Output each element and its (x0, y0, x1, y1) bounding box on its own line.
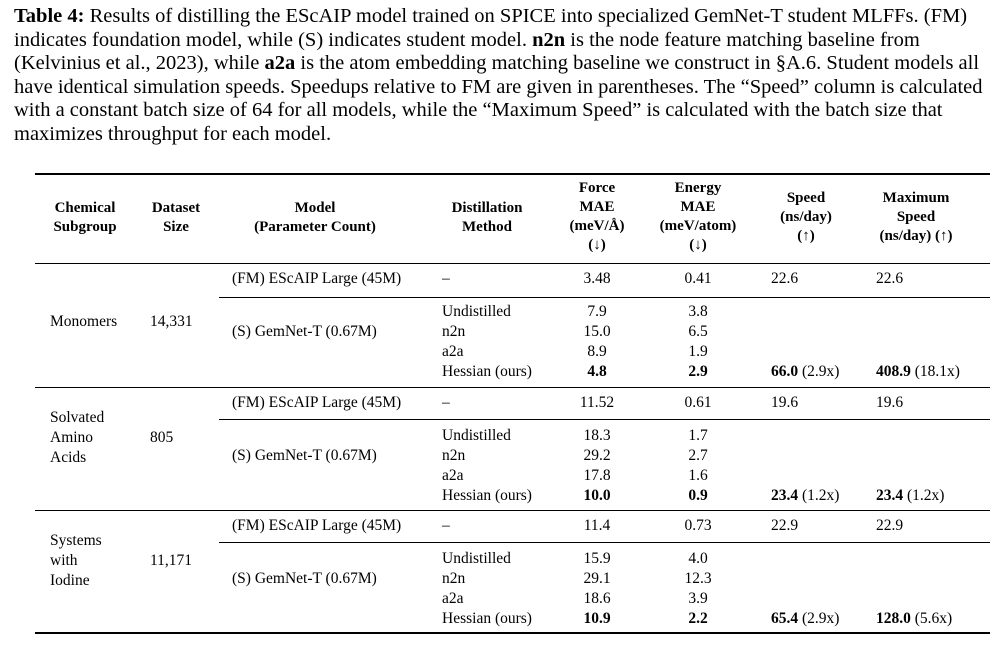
fm-model-cell: (FM) EScAIP Large (45M) (232, 394, 402, 411)
header-dataset-size (96, 199, 256, 237)
maxspeed-cell-value: 23.4 (876, 487, 904, 504)
header-force-mae-line: (meV/Å) (569, 218, 625, 234)
energy-cell: 1.6 (688, 467, 708, 484)
fm-force-cell: 3.48 (583, 270, 611, 287)
fm-energy-cell: 0.61 (684, 394, 712, 411)
dataset-size-cell: 11,171 (150, 552, 193, 569)
fm-row-rule (219, 297, 990, 298)
force-cell: 10.0 (583, 487, 611, 504)
caption-text-3: is the atom embedding matching baseline we construct in §A.6. Student models all have identical simulation speeds. Speedups relative to FM are given in parentheses. The “Speed” column is calculated with a constant batch size of 64 for all models, while the “Maximum Speed” is calculated with the batch size that maximizes throughput for each model. (14, 52, 983, 145)
header-maximum-speed-line: Speed (896, 209, 936, 225)
method-cell: a2a (442, 590, 464, 607)
energy-cell: 2.2 (688, 610, 708, 627)
method-cell: Undistilled (442, 550, 511, 567)
force-cell: 17.8 (583, 467, 611, 484)
fm-model-cell: (FM) EScAIP Large (45M) (232, 270, 402, 287)
method-cell: Hessian (ours) (442, 363, 532, 380)
header-energy-mae-line: Energy (674, 180, 722, 196)
header-speed-line: (↑) (797, 228, 815, 244)
speed-cell-value: 66.0 (771, 363, 799, 380)
force-cell: 18.3 (583, 427, 611, 444)
dataset-size-cell: 805 (150, 429, 174, 446)
speed-cell-value: 23.4 (771, 487, 799, 504)
header-dataset-size-line: Size (163, 219, 189, 235)
speed-cell (771, 609, 839, 628)
fm-energy-cell: 0.73 (684, 517, 712, 534)
force-cell: 15.9 (583, 550, 611, 567)
subgroup-line: Acids (50, 449, 87, 466)
caption-n2n: n2n (532, 28, 566, 51)
header-energy-mae-line: (↓) (689, 237, 707, 253)
header-energy-mae-line: MAE (680, 199, 716, 215)
maxspeed-cell (876, 486, 944, 505)
top-rule (35, 173, 990, 175)
fm-method-cell: – (442, 517, 450, 534)
speed-cell-value: 65.4 (771, 610, 799, 627)
energy-cell: 3.8 (688, 303, 708, 320)
fm-row-rule (219, 542, 990, 543)
header-maximum-speed-line: (ns/day) (↑) (879, 228, 953, 244)
energy-cell: 4.0 (688, 550, 708, 567)
force-cell: 8.9 (587, 343, 607, 360)
speed-cell-ratio: (1.2x) (798, 487, 840, 504)
header-force-mae-line: MAE (579, 199, 615, 215)
maxspeed-cell-ratio: (1.2x) (903, 487, 945, 504)
energy-cell: 1.7 (688, 427, 708, 444)
fm-force-cell: 11.4 (583, 517, 611, 534)
bottom-rule (35, 632, 990, 634)
maxspeed-cell-ratio: (5.6x) (910, 610, 953, 627)
subgroup-line: Systems (50, 532, 102, 549)
energy-cell: 2.7 (688, 447, 708, 464)
energy-cell: 3.9 (688, 590, 708, 607)
method-cell: a2a (442, 343, 464, 360)
energy-cell: 1.9 (688, 343, 708, 360)
header-model-line: (Parameter Count) (254, 219, 376, 235)
force-cell: 15.0 (583, 323, 611, 340)
caption-text-2: is the node feature matching baseline from (Kelvinius et al., 2023), while (14, 28, 920, 74)
fm-speed-cell: 22.9 (771, 517, 799, 534)
subgroup-cell (50, 312, 117, 332)
fm-method-cell: – (442, 394, 450, 411)
energy-cell: 0.9 (688, 487, 708, 504)
student-model-cell: (S) GemNet-T (0.67M) (232, 447, 377, 464)
fm-method-cell: – (442, 270, 450, 287)
force-cell: 4.8 (587, 363, 607, 380)
fm-row-rule (219, 419, 990, 420)
force-cell: 10.9 (583, 610, 611, 627)
header-energy-mae-line: (meV/atom) (659, 218, 737, 234)
force-cell: 7.9 (587, 303, 607, 320)
group-rule (35, 387, 990, 388)
energy-cell: 2.9 (688, 363, 708, 380)
fm-force-cell: 11.52 (579, 394, 615, 411)
energy-cell: 6.5 (688, 323, 708, 340)
method-cell: Hessian (ours) (442, 610, 532, 627)
speed-cell (771, 486, 839, 505)
header-chemical-subgroup-line: Subgroup (53, 219, 117, 235)
maxspeed-cell-ratio: (18.1x) (910, 363, 960, 380)
method-cell: n2n (442, 323, 466, 340)
header-dataset-size-line: Dataset (151, 200, 201, 216)
caption-a2a: a2a (264, 52, 296, 74)
force-cell: 29.2 (583, 447, 611, 464)
student-model-cell: (S) GemNet-T (0.67M) (232, 570, 377, 587)
fm-speed-cell: 22.6 (771, 270, 799, 287)
header-model (235, 199, 395, 237)
header-chemical-subgroup-line: Chemical (54, 200, 116, 216)
header-model-line: Model (294, 200, 336, 216)
method-cell: Undistilled (442, 303, 511, 320)
speed-cell (771, 362, 839, 381)
maxspeed-cell-value: 408.9 (876, 363, 911, 380)
student-model-cell: (S) GemNet-T (0.67M) (232, 323, 377, 340)
subgroup-line: Solvated (50, 409, 105, 426)
header-force-mae-line: (↓) (588, 237, 606, 253)
fm-maxspeed-cell: 19.6 (876, 394, 904, 411)
header-distillation-method-line: Distillation (451, 200, 523, 216)
subgroup-line: Amino (50, 429, 94, 446)
caption-text-1: Results of distilling the EScAIP model trained on SPICE into specialized GemNet-T student MLFFs. (FM) indicates foundation model, while (S) indicates student model. (14, 5, 968, 51)
fm-maxspeed-cell: 22.6 (876, 270, 904, 287)
subgroup-line: Iodine (50, 572, 90, 589)
speed-cell-ratio: (2.9x) (798, 610, 840, 627)
maxspeed-cell-value: 128.0 (876, 610, 911, 627)
method-cell: n2n (442, 570, 466, 587)
speed-cell-ratio: (2.9x) (798, 363, 840, 380)
header-maximum-speed-line: Maximum (882, 190, 950, 206)
subgroup-line: with (50, 552, 78, 569)
maxspeed-cell (876, 362, 960, 381)
force-cell: 18.6 (583, 590, 611, 607)
subgroup-cell (50, 408, 104, 468)
fm-maxspeed-cell: 22.9 (876, 517, 904, 534)
dataset-size-cell: 14,331 (150, 313, 193, 330)
method-cell: n2n (442, 447, 466, 464)
header-maximum-speed (836, 189, 996, 246)
force-cell: 29.1 (583, 570, 611, 587)
caption-label: Table 4: (14, 5, 85, 27)
method-cell: Undistilled (442, 427, 511, 444)
method-cell: Hessian (ours) (442, 487, 532, 504)
fm-model-cell: (FM) EScAIP Large (45M) (232, 517, 402, 534)
header-speed-line: (ns/day) (780, 209, 832, 225)
method-cell: a2a (442, 467, 464, 484)
maxspeed-cell (876, 609, 952, 628)
fm-speed-cell: 19.6 (771, 394, 799, 411)
subgroup-line: Monomers (50, 313, 118, 330)
header-force-mae-line: Force (578, 180, 616, 196)
subgroup-cell (50, 531, 102, 591)
group-rule (35, 510, 990, 511)
header-rule (35, 263, 990, 264)
table-caption (14, 5, 994, 146)
header-distillation-method-line: Method (462, 219, 512, 235)
header-speed-line: Speed (786, 190, 826, 206)
fm-energy-cell: 0.41 (684, 270, 712, 287)
energy-cell: 12.3 (684, 570, 712, 587)
